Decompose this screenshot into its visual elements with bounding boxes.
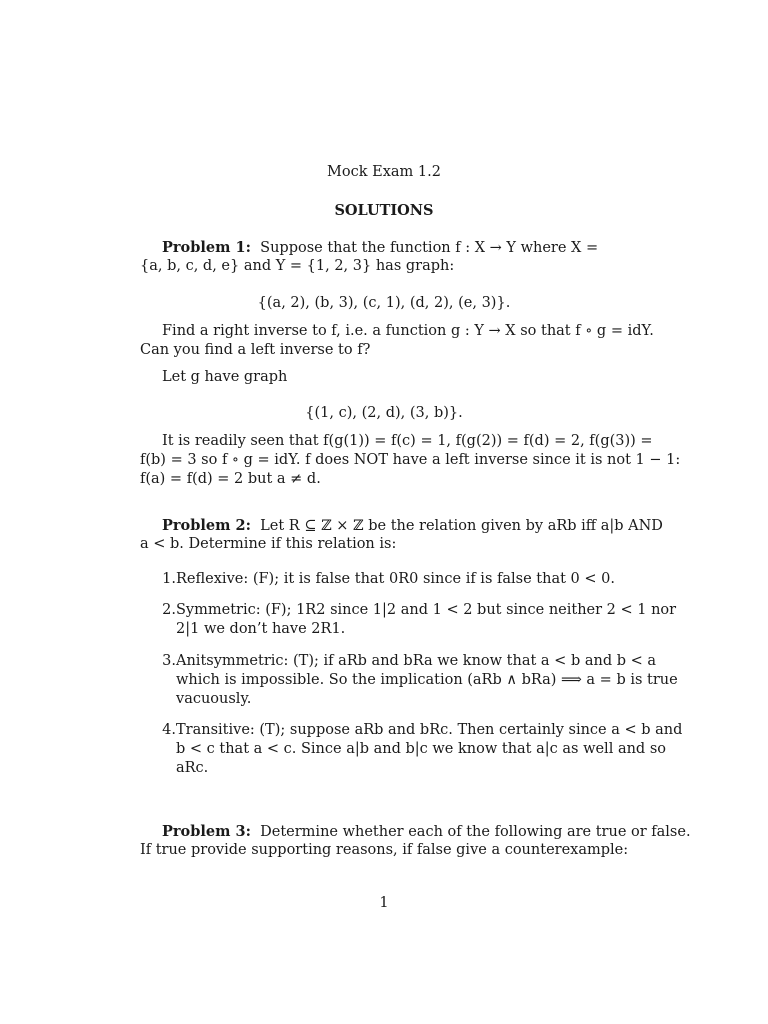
problem2-label: Problem 2:	[162, 517, 251, 534]
problem1-solution-line2: f(b) = 3 so f ∘ g = idY. f does NOT have a left inverse since it is not 1 − 1:	[140, 452, 681, 468]
problem3-label: Problem 3:	[162, 823, 251, 840]
problem1-graph: {(a, 2), (b, 3), (c, 1), (d, 2), (e, 3)}.	[257, 295, 511, 311]
problem1-g-graph: {(1, c), (2, d), (3, b)}.	[305, 405, 463, 421]
page-number: 1	[379, 895, 389, 911]
problem2-line1: Problem 2: Let R ⊆ ℤ × ℤ be the relation given by aRb iff a|b AND	[162, 517, 663, 534]
problem1-solution-line3: f(a) = f(d) = 2 but a ≠ d.	[140, 471, 321, 487]
problem1-label: Problem 1:	[162, 239, 251, 256]
problem1-line1: Problem 1: Suppose that the function f : X → Y where X =	[162, 239, 599, 256]
problem1-solution-line1: It is readily seen that f(g(1)) = f(c) = 1, f(g(2)) = f(d) = 2, f(g(3)) =	[162, 433, 653, 449]
problem1-question1: Find a right inverse to f, i.e. a function g : Y → X so that f ∘ g = idY.	[162, 323, 654, 339]
problem3-line2: If true provide supporting reasons, if false give a counterexample:	[140, 842, 629, 858]
page-subtitle: SOLUTIONS	[334, 202, 434, 219]
problem1-line2: {a, b, c, d, e} and Y = {1, 2, 3} has graph:	[140, 258, 455, 274]
problem2-line2: a < b. Determine if this relation is:	[140, 536, 397, 552]
problem1-question2: Can you find a left inverse to f?	[140, 342, 371, 358]
problem1-let: Let g have graph	[162, 369, 288, 385]
problem3-line1: Problem 3: Determine whether each of the following are true or false.	[162, 823, 691, 840]
page-title: Mock Exam 1.2	[327, 164, 441, 180]
